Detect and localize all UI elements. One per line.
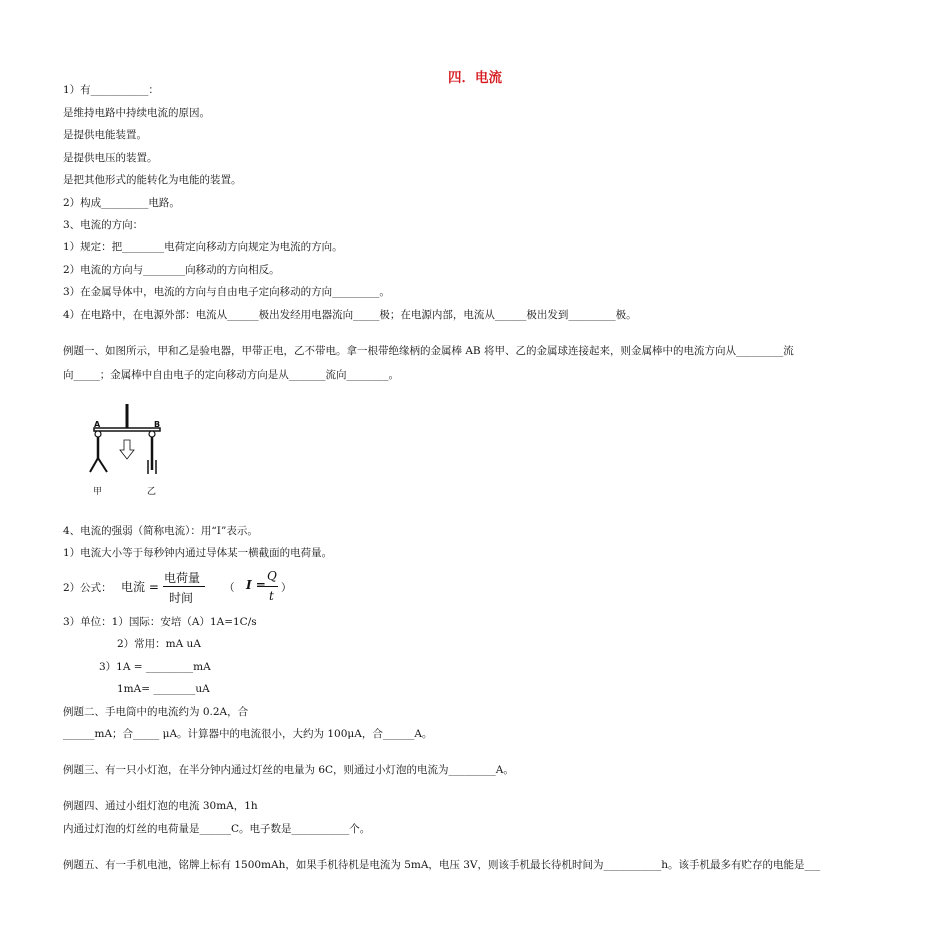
text-line: 2）构成_________电路。 xyxy=(63,197,180,209)
text-line: 是提供电能装置。 xyxy=(63,129,147,141)
label-a: A xyxy=(94,420,101,429)
example-3: 例题三、有一只小灯泡，在半分钟内通过灯丝的电量为 6C，则通过小灯泡的电流为_________A。 xyxy=(63,764,514,776)
page-title: 四．电流 xyxy=(448,70,502,86)
text-line: 1）有___________： xyxy=(63,84,159,96)
fraction-bar xyxy=(163,586,205,587)
formula-variable-q: Q xyxy=(267,569,277,583)
text-line: 1）规定：把________电荷定向移动方向规定为电流的方向。 xyxy=(63,241,343,253)
text-line: 是把其他形式的能转化为电能的装置。 xyxy=(63,174,242,186)
text-line: 1mA= ________uA xyxy=(117,683,210,695)
label-yi: 乙 xyxy=(147,487,157,497)
text-line: 3）单位：1）国际：安培（A）1A=1C/s xyxy=(63,616,257,628)
text-line: 是维持电路中持续电流的原因。 xyxy=(63,107,210,119)
text-line: 3）1A = _________mA xyxy=(99,661,211,673)
text-line: 2）电流的方向与________向移动的方向相反。 xyxy=(63,264,280,276)
current-formula xyxy=(63,569,323,605)
example-1-line-1: 例题一、如图所示，甲和乙是验电器，甲带正电，乙不带电。拿一根带绝缘柄的金属棒 AB 将甲、乙的金属球连接起来，则金属棒中的电流方向从_________流 xyxy=(63,345,794,357)
formula-open-paren: （ xyxy=(224,582,235,594)
formula-prefix: 2）公式： xyxy=(63,582,112,594)
formula-numerator: 电荷量 xyxy=(164,571,201,585)
formula-close-paren: ） xyxy=(281,582,292,594)
label-b: B xyxy=(154,420,161,429)
formula-variable-t: t xyxy=(269,589,274,603)
example-4-line-2: 内通过灯泡的灯丝的电荷量是______C。电子数是___________个。 xyxy=(63,823,371,835)
text-line: 3）在金属导体中，电流的方向与自由电子定向移动的方向_________。 xyxy=(63,286,390,298)
example-2-line-1: 例题二、手电筒中的电流约为 0.2A，合 xyxy=(63,706,249,718)
example-2-line-2: ______mA；合_____ μA。计算器中的电流很小，大约为 100μA，合______A。 xyxy=(63,728,433,740)
text-line: 是提供电压的装置。 xyxy=(63,152,158,164)
fraction-bar xyxy=(264,586,278,587)
text-line: 1）电流大小等于每秒钟内通过导体某一横截面的电荷量。 xyxy=(63,547,333,559)
text-line: 4）在电路中，在电源外部：电流从______极出发经用电器流向_____极；在电源内部，电流从______极出发到_________极。 xyxy=(63,309,637,321)
formula-variable-i: I = xyxy=(246,578,266,592)
formula-lhs: 电流 = xyxy=(121,580,159,594)
text-line: 2）常用：mA uA xyxy=(117,638,201,650)
label-jia: 甲 xyxy=(93,487,103,497)
electroscope-diagram xyxy=(88,404,168,498)
example-1-line-2: 向_____；金属棒中自由电子的定向移动方向是从_______流向________。 xyxy=(63,369,399,381)
section-heading: 4、电流的强弱（简称电流）：用“I”表示。 xyxy=(63,525,258,537)
formula-denominator: 时间 xyxy=(169,591,194,605)
section-heading: 3、电流的方向： xyxy=(63,219,144,231)
example-4-line-1: 例题四、通过小组灯泡的电流 30mA，1h xyxy=(63,800,258,812)
example-5: 例题五、有一手机电池，铭牌上标有 1500mAh，如果手机待机是电流为 5mA，电压 3V，则该手机最长待机时间为___________h。该手机最多有贮存的电能是___ xyxy=(63,859,821,871)
